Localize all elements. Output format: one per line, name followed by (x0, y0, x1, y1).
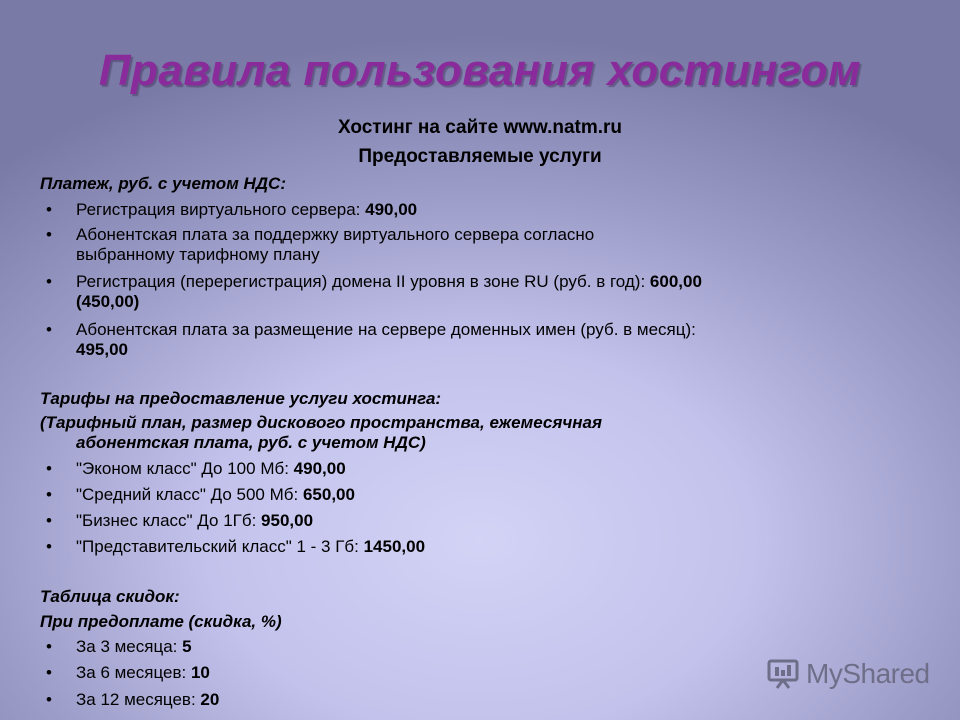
tariffs-heading: Тарифы на предоставление услуги хостинга: (40, 389, 442, 408)
bullet-icon: • (46, 272, 52, 291)
bullet-icon: • (46, 200, 52, 219)
bullet-icon: • (46, 511, 52, 530)
watermark-text: MyShared (806, 658, 930, 689)
bullet-icon: • (46, 663, 52, 682)
bullet-icon: • (46, 225, 52, 244)
discounts-heading: Таблица скидок: (40, 587, 180, 606)
tariffs-subheading-continued: абонентская плата, руб. с учетом НДС) (76, 433, 426, 452)
bullet-icon: • (46, 485, 52, 504)
payment-heading: Платеж, руб. с учетом НДС: (40, 174, 286, 193)
bullet-icon: • (46, 537, 52, 556)
watermark-logo (766, 656, 930, 692)
tariff-item-economy: "Эконом класс" До 100 Мб: 490,00 (76, 459, 346, 478)
discounts-subheading: При предоплате (скидка, %) (40, 612, 282, 631)
discount-item-3-months: За 3 месяца: 5 (76, 637, 192, 656)
presentation-icon (766, 658, 800, 690)
tariff-item-medium: "Средний класс" До 500 Мб: 650,00 (76, 485, 355, 504)
tariff-item-representative: "Представительский класс" 1 - 3 Гб: 1450,00 (76, 537, 426, 556)
discount-item-12-months: За 12 месяцев: 20 (76, 690, 220, 709)
tariff-item-business: "Бизнес класс" До 1Гб: 950,00 (76, 511, 314, 530)
discount-item-6-months: За 6 месяцев: 10 (76, 663, 210, 682)
tariffs-subheading: (Тарифный план, размер дискового пространства, ежемесячная (40, 413, 602, 432)
slide-title: Правила пользования хостингом (98, 46, 862, 95)
payment-item-monthly-fee: Абонентская плата за поддержку виртуального сервера согласно выбранному тарифному плану (76, 225, 595, 264)
payment-item-domain-registration: Регистрация (перерегистрация) домена II уровня в зоне RU (руб. в год): 600,00 (450,00) (76, 272, 702, 311)
subtitle-services: Предоставляемые услуги (358, 146, 602, 167)
bullet-icon: • (46, 637, 52, 656)
bullet-icon: • (46, 690, 52, 709)
payment-item-server-registration: Регистрация виртуального сервера: 490,00 (76, 200, 418, 219)
payment-item-domain-hosting: Абонентская плата за размещение на сервере доменных имен (руб. в месяц): 495,00 (76, 320, 696, 359)
bullet-icon: • (46, 320, 52, 339)
subtitle-site: Хостинг на сайте www.natm.ru (337, 117, 623, 138)
bullet-icon: • (46, 459, 52, 478)
